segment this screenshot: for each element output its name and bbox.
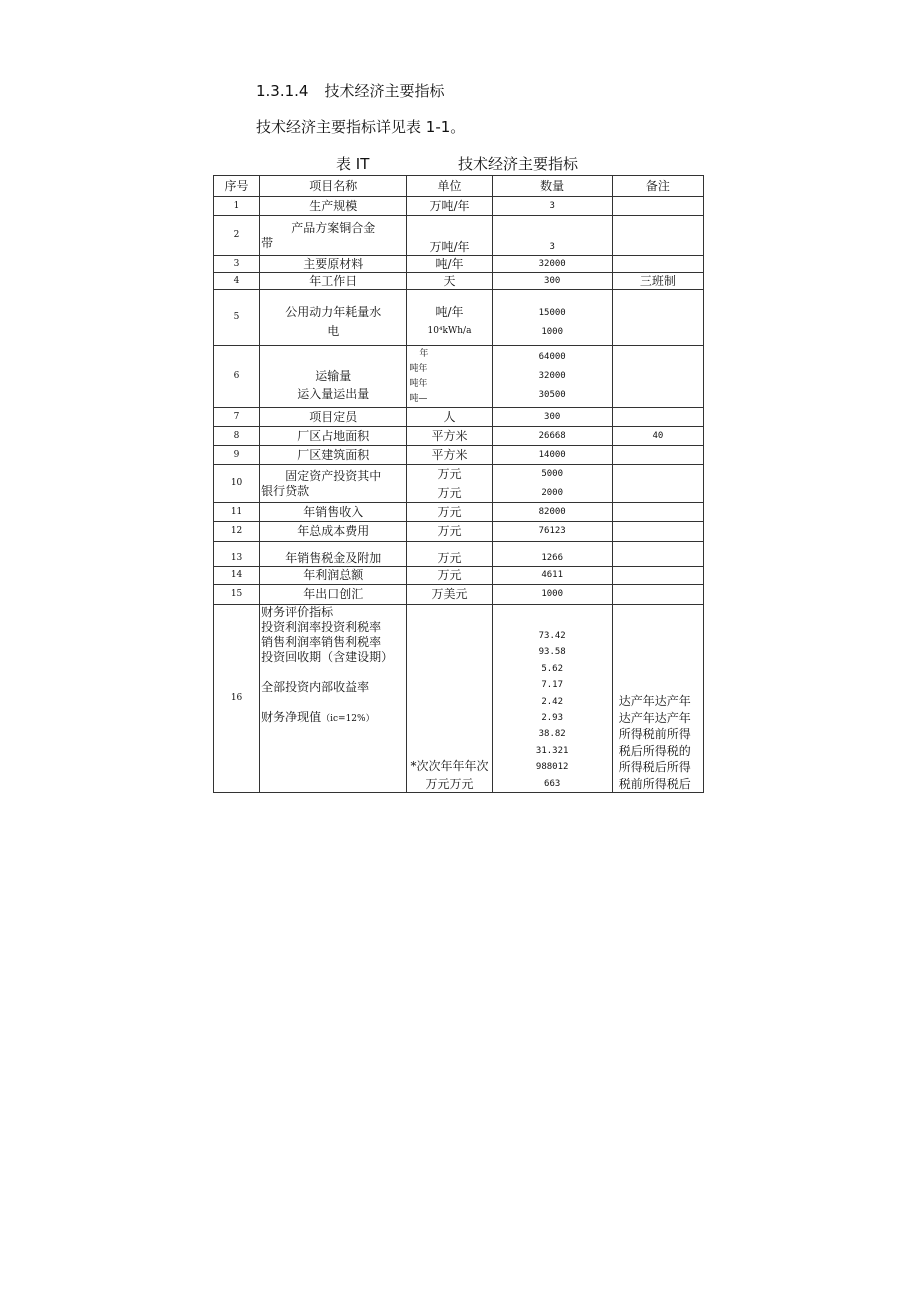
row-qty: 300: [492, 273, 612, 290]
row-note: [612, 197, 703, 216]
row-no: 13: [214, 542, 260, 567]
row-name: 主要原材料: [260, 256, 407, 273]
value-line: 988012: [535, 762, 569, 773]
row-unit: 平方米: [407, 446, 492, 465]
intro-paragraph: 技术经济主要指标详见表 1-1。: [256, 118, 466, 136]
row-name: 年出口创汇: [260, 585, 407, 605]
value-line: 2.42: [541, 696, 564, 707]
npv-label: 财务净现值: [261, 710, 322, 724]
row-note: [612, 256, 703, 273]
row-no: 12: [214, 522, 260, 542]
row-qty: [492, 290, 612, 346]
row-qty: [492, 346, 612, 408]
value-line: 31.321: [535, 745, 569, 756]
row-qty: 1266: [492, 542, 612, 567]
table-caption-title: 技术经济主要指标: [458, 155, 579, 173]
row-name: 厂区建筑面积: [260, 446, 407, 465]
row-unit: 万元: [407, 567, 492, 585]
row-note: [612, 522, 703, 542]
row-name-line: 财务评价指标: [261, 605, 334, 619]
row-qty: 300: [492, 408, 612, 427]
row-unit: 万元: [407, 522, 492, 542]
note-line: 达产年达产年: [618, 710, 691, 725]
row-unit-line: 吨—: [409, 393, 428, 404]
row-note: 三班制: [612, 273, 703, 290]
row-name-line: 固定资产投资其中: [285, 468, 382, 483]
row-unit-line: 万元: [437, 485, 462, 500]
row-unit: [407, 346, 492, 408]
row-qty: 76123: [492, 522, 612, 542]
row-name-line: [261, 710, 406, 727]
section-number: 1.3.1.4: [256, 82, 309, 100]
row-qty: 26668: [492, 427, 612, 446]
table-row: [214, 465, 704, 503]
row-name-line: 带: [261, 235, 274, 250]
row-qty-line: 64000: [538, 352, 566, 362]
row-qty: 82000: [492, 503, 612, 522]
unit-seq-tail: 年次: [464, 759, 489, 773]
row-no: 8: [214, 427, 260, 446]
row-unit: 吨/年: [407, 256, 492, 273]
value-line: 38.82: [538, 729, 566, 740]
row-name-line: 运入量运出量: [297, 387, 370, 401]
table-row: [214, 585, 704, 605]
row-no: 3: [214, 256, 260, 273]
row-name: 年总成本费用: [260, 522, 407, 542]
note-line: 达产年达产年: [618, 694, 691, 708]
row-unit: [407, 465, 492, 503]
row-name: [260, 465, 407, 503]
row-unit: 万美元: [407, 585, 492, 605]
row-name: 年销售税金及附加: [260, 542, 407, 567]
row-qty: 14000: [492, 446, 612, 465]
row-unit: 万吨/年: [407, 197, 492, 216]
row-name: 生产规模: [260, 197, 407, 216]
row-unit-line: 万元: [437, 466, 462, 481]
section-heading: [256, 80, 445, 101]
table-row: [214, 567, 704, 585]
row-name-line: 银行贷款: [261, 483, 310, 498]
row-unit: 平方米: [407, 427, 492, 446]
row-note: [612, 290, 703, 346]
row-no: 5: [214, 290, 260, 346]
row-note: [612, 585, 703, 605]
table-row: [214, 605, 704, 793]
row-unit: [407, 605, 492, 793]
row-note: 40: [612, 427, 703, 446]
row-no: 2: [214, 216, 260, 256]
row-name-line: 公用动力年耗量水: [285, 304, 382, 319]
table-row: [214, 346, 704, 408]
indicator-table: [213, 175, 704, 793]
row-name-line: 全部投资内部收益率: [261, 680, 370, 694]
row-name-line: 运输量: [315, 369, 352, 383]
row-qty-line: 1000: [541, 326, 564, 337]
row-note: [612, 503, 703, 522]
row-name-line: 电: [327, 323, 340, 338]
table-row: [214, 273, 704, 290]
note-line: 所得税前所得: [618, 727, 691, 741]
row-unit-line: 万元万元: [425, 777, 474, 791]
value-line: 663: [544, 778, 561, 789]
row-name-line: 销售利润率销售利税率: [261, 635, 382, 649]
row-unit-line: 年: [419, 348, 429, 359]
table-row: [214, 408, 704, 427]
value-line: 7.17: [541, 680, 564, 691]
table-row: [214, 522, 704, 542]
value-line: 2.93: [541, 712, 564, 723]
row-unit: 天: [407, 273, 492, 290]
row-no: 1: [214, 197, 260, 216]
table-caption-label: 表 IT: [336, 155, 370, 173]
row-note: [612, 605, 703, 793]
row-name: [260, 216, 407, 256]
row-note: [612, 465, 703, 503]
row-unit-line: 吨/年: [435, 304, 464, 319]
row-no: 16: [214, 605, 260, 793]
row-no: 15: [214, 585, 260, 605]
row-unit-line: 吨年: [409, 378, 428, 389]
header-unit: 单位: [407, 176, 492, 197]
row-unit-line: 吨年: [409, 363, 428, 374]
table-row: [214, 216, 704, 256]
table-row: [214, 290, 704, 346]
row-note: [612, 567, 703, 585]
row-unit: 人: [407, 408, 492, 427]
row-name: [260, 346, 407, 408]
row-unit: [407, 290, 492, 346]
row-name-line: 投资回收期（含建设期）: [261, 650, 394, 664]
row-note: [612, 446, 703, 465]
table-row: [214, 503, 704, 522]
row-qty-line: 30500: [538, 390, 566, 400]
row-unit: 万元: [407, 503, 492, 522]
unit-seq: *次次年年: [410, 759, 465, 773]
header-note: 备注: [612, 176, 703, 197]
row-no: 4: [214, 273, 260, 290]
row-unit-line: 10⁴kWh/a: [427, 325, 472, 336]
row-name: 年工作日: [260, 273, 407, 290]
row-qty: 3: [492, 197, 612, 216]
row-qty-line: 15000: [538, 307, 566, 318]
table-row: [214, 542, 704, 567]
row-unit: 万元: [407, 542, 492, 567]
row-note: [612, 542, 703, 567]
note-line: 所得税后所得: [618, 760, 691, 774]
row-name: 年销售收入: [260, 503, 407, 522]
row-name: 厂区占地面积: [260, 427, 407, 446]
row-qty: [492, 465, 612, 503]
row-note: [612, 216, 703, 256]
row-note: [612, 346, 703, 408]
row-no: 9: [214, 446, 260, 465]
row-no: 7: [214, 408, 260, 427]
row-name: 年利润总额: [260, 567, 407, 585]
table-header-row: [214, 176, 704, 197]
row-qty: 3: [492, 216, 612, 256]
row-qty: [492, 605, 612, 793]
row-note: [612, 408, 703, 427]
row-qty-line: 32000: [538, 371, 566, 381]
row-no: 11: [214, 503, 260, 522]
row-name: [260, 290, 407, 346]
row-qty-line: 5000: [541, 468, 564, 479]
row-qty-line: 2000: [541, 487, 564, 498]
note-line: 税前所得税后: [618, 776, 691, 791]
note-line: 税后所得税的: [618, 743, 691, 758]
row-no: 10: [214, 465, 260, 503]
table-row: [214, 256, 704, 273]
table-row: [214, 427, 704, 446]
row-unit-line: [407, 759, 491, 774]
header-name: 项目名称: [260, 176, 407, 197]
row-no: 14: [214, 567, 260, 585]
row-name-line: 产品方案铜合金: [291, 220, 376, 235]
value-line: 73.42: [538, 630, 566, 641]
row-qty: 4611: [492, 567, 612, 585]
row-name-line: 投资利润率投资利税率: [261, 620, 382, 634]
table-row: [214, 446, 704, 465]
header-qty: 数量: [492, 176, 612, 197]
table-row: [214, 197, 704, 216]
header-no: 序号: [214, 176, 260, 197]
value-line: 93.58: [538, 647, 566, 658]
value-line: 5.62: [541, 663, 564, 674]
section-title: 技术经济主要指标: [324, 82, 445, 100]
row-name: [260, 605, 407, 793]
npv-param: （ic=12%）: [321, 714, 375, 724]
row-no: 6: [214, 346, 260, 408]
row-qty: 32000: [492, 256, 612, 273]
row-name: 项目定员: [260, 408, 407, 427]
row-unit: 万吨/年: [407, 216, 492, 256]
row-qty: 1000: [492, 585, 612, 605]
